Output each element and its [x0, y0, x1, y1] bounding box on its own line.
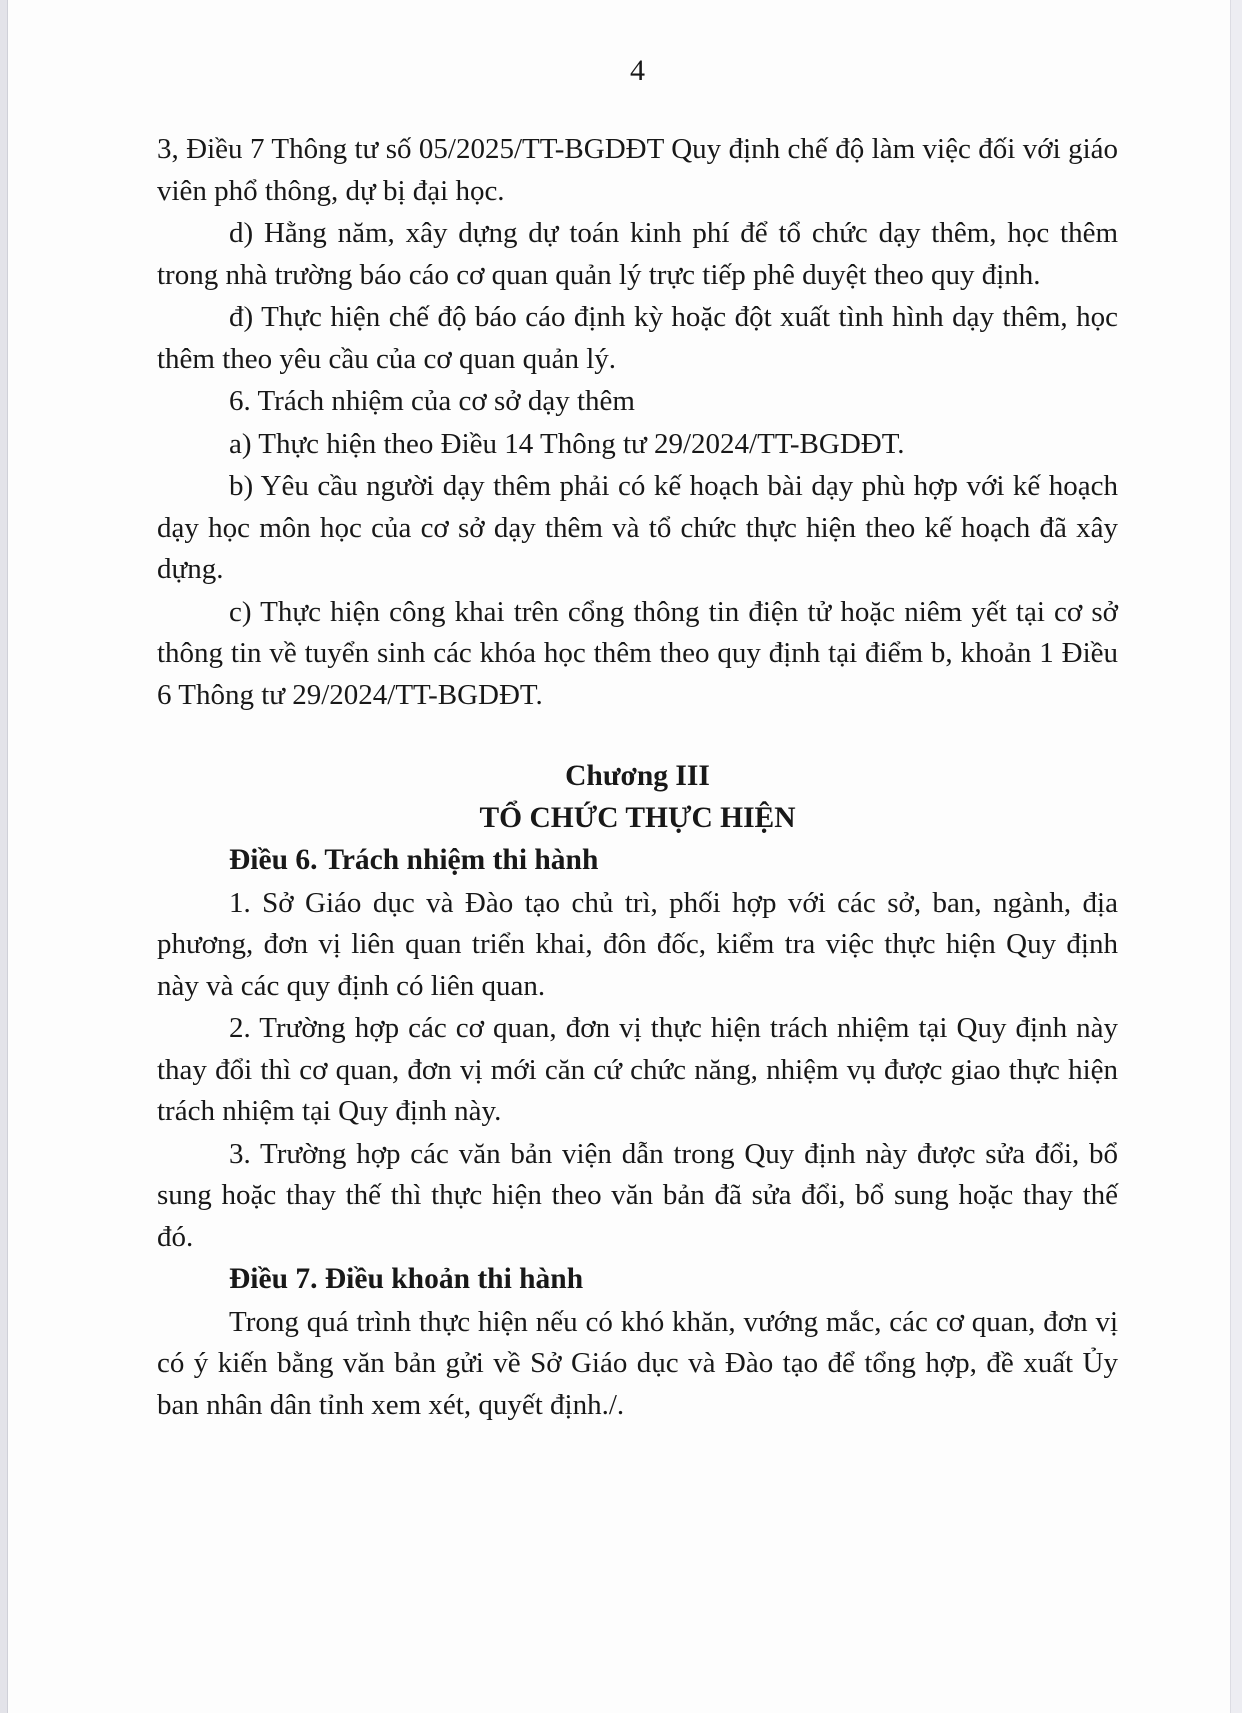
paragraph: 2. Trường hợp các cơ quan, đơn vị thực hiện trách nhiệm tại Quy định này thay đổi thì cơ quan, đơn vị mới căn cứ chức năng, nhiệm vụ được giao thực hiện trách nhiệm tại Quy định này.: [157, 1012, 1118, 1127]
paragraph: 3, Điều 7 Thông tư số 05/2025/TT-BGDĐT Quy định chế độ làm việc đối với giáo viên phổ thông, dự bị đại học.: [157, 133, 1118, 207]
chapter-heading: Chương III: [565, 760, 710, 792]
paragraph: Trong quá trình thực hiện nếu có khó khăn, vướng mắc, các cơ quan, đơn vị có ý kiến bằng văn bản gửi về Sở Giáo dục và Đào tạo để tổng hợp, đề xuất Ủy ban nhân dân tỉnh xem xét, quyết định./.: [157, 1305, 1118, 1421]
chapter-title: TỔ CHỨC THỰC HIỆN: [479, 801, 796, 834]
paragraph: b) Yêu cầu người dạy thêm phải có kế hoạch bài dạy phù hợp với kế hoạch dạy học môn học của cơ sở dạy thêm và tổ chức thực hiện theo kế hoạch đã xây dựng.: [157, 470, 1118, 585]
paragraph: 3. Trường hợp các văn bản viện dẫn trong Quy định này được sửa đổi, bổ sung hoặc thay thế thì thực hiện theo văn bản đã sửa đổi, bổ sung hoặc thay thế đó.: [157, 1137, 1118, 1253]
article-heading: Điều 6. Trách nhiệm thi hành: [229, 844, 599, 876]
document-body: [157, 129, 1118, 1426]
scan-edge-left: [0, 0, 8, 1713]
paragraph: 6. Trách nhiệm của cơ sở dạy thêm: [229, 385, 635, 417]
document-content: [157, 50, 1118, 1427]
paragraph: đ) Thực hiện chế độ báo cáo định kỳ hoặc đột xuất tình hình dạy thêm, học thêm theo yêu cầu của cơ quan quản lý.: [157, 301, 1118, 375]
page-number: 4: [630, 54, 645, 87]
article-heading: Điều 7. Điều khoản thi hành: [229, 1263, 584, 1295]
paragraph: a) Thực hiện theo Điều 14 Thông tư 29/2024/TT-BGDĐT.: [229, 427, 905, 460]
paragraph: d) Hằng năm, xây dựng dự toán kinh phí để tổ chức dạy thêm, học thêm trong nhà trường báo cáo cơ quan quản lý trực tiếp phê duyệt theo quy định.: [157, 217, 1118, 291]
scan-edge-right: [1230, 0, 1242, 1713]
paragraph: 1. Sở Giáo dục và Đào tạo chủ trì, phối hợp với các sở, ban, ngành, địa phương, đơn vị liên quan triển khai, đôn đốc, kiểm tra việc thực hiện Quy định này và các quy định có liên quan.: [157, 886, 1118, 1002]
paragraph: c) Thực hiện công khai trên cổng thông tin điện tử hoặc niêm yết tại cơ sở thông tin về tuyển sinh các khóa học thêm theo quy định tại điểm b, khoản 1 Điều 6 Thông tư 29/2024/TT-BGDĐT.: [157, 595, 1118, 711]
